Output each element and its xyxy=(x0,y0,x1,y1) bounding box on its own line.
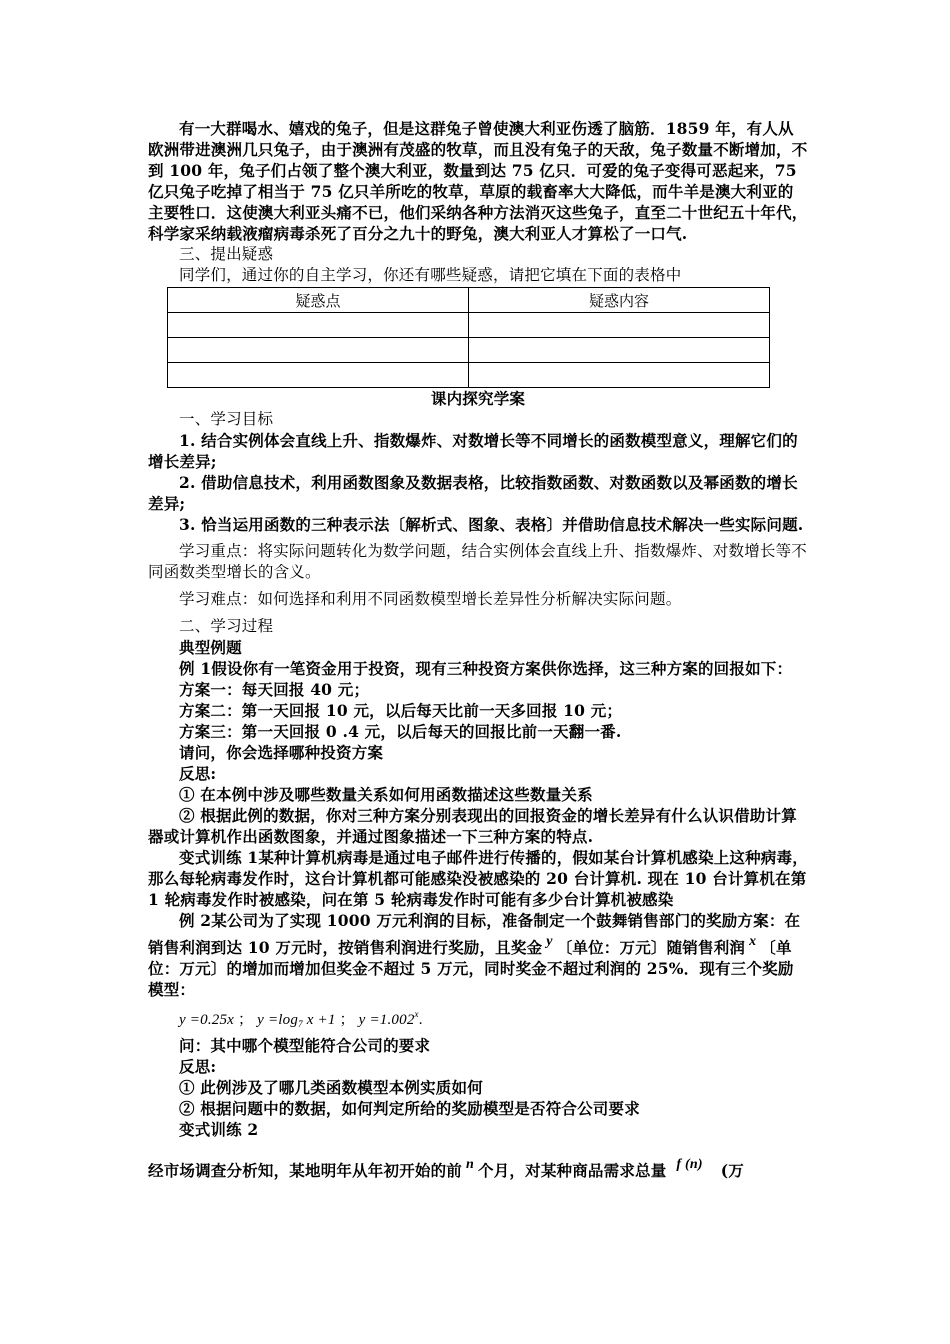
model-2-base: y =log xyxy=(257,1012,299,1028)
model-end: . xyxy=(418,1012,423,1028)
example-2-text: 〔单位：万元〕随销售利润 xyxy=(556,938,746,957)
variant-2-label: 变式训练 2 xyxy=(179,1120,259,1139)
table-cell[interactable] xyxy=(469,338,770,363)
reward-models xyxy=(148,1004,808,1035)
table-row xyxy=(168,313,770,338)
table-header-row xyxy=(168,288,770,313)
reflect-item: ① 在本例中涉及哪些数量关系如何用函数描述这些数量关系 xyxy=(179,785,593,804)
model-2 xyxy=(257,1012,335,1028)
doubt-table xyxy=(167,287,770,388)
example-2-text: 某公司为了实现 1000 万元利润的目标，准备制定一个鼓舞销售部门的奖励方案：在销售利润到达 10 万元时，按销售利润进行奖励，且奖金 xyxy=(148,911,801,957)
variant-1-label: 变式训练 1 xyxy=(179,848,259,867)
variable-y: y xyxy=(546,934,553,949)
model-2-log-base: 7 xyxy=(298,1019,303,1029)
model-2-arg: x +1 xyxy=(302,1012,336,1028)
doubt-instruction: 同学们，通过你的自主学习，你还有哪些疑惑，请把它填在下面的表格中 xyxy=(179,266,682,284)
model-3 xyxy=(358,1009,419,1028)
section-title: 课内探究学案 xyxy=(430,389,526,408)
table-header-doubt-content: 疑惑内容 xyxy=(469,288,770,313)
example-1-question: 请问，你会选择哪种投资方案 xyxy=(179,743,384,762)
table-cell[interactable] xyxy=(168,313,469,338)
goal-item-2: 2. 借助信息技术，利用函数图象及数据表格，比较指数函数、对数函数以及幂函数的增长差异; xyxy=(148,473,798,513)
example-1-label: 例 1 xyxy=(179,659,212,678)
example-2-question: 问：其中哪个模型能符合公司的要求 xyxy=(179,1036,431,1055)
example-2-label: 例 2 xyxy=(179,911,212,930)
separator: ； xyxy=(238,1012,254,1028)
reflect-label: 反思: xyxy=(179,764,217,783)
document-page xyxy=(148,118,808,1181)
variant-training-1 xyxy=(148,847,808,910)
variant-2-text-part: 经市场调查分析知，某地明年从年初开始的前 xyxy=(148,1161,463,1180)
table-cell[interactable] xyxy=(469,313,770,338)
variant-2-text-part: (万 xyxy=(720,1161,744,1180)
separator: ； xyxy=(339,1012,355,1028)
model-3-base: y =1.002 xyxy=(358,1012,415,1028)
goal-item-3: 3. 恰当运用函数的三种表示法〔解析式、图象、表格〕并借助信息技术解决一些实际问题. xyxy=(179,515,804,534)
example-1-text: 假设你有一笔资金用于投资，现有三种投资方案供你选择，这三种方案的回报如下： xyxy=(211,659,793,678)
table-header-doubt-point: 疑惑点 xyxy=(168,288,469,313)
plan-2: 方案二：第一天回报 10 元，以后每天比前一天多回报 10 元； xyxy=(179,701,623,720)
variable-n: n xyxy=(466,1157,475,1172)
variant-1-text: 某种计算机病毒是通过电子邮件进行传播的，假如某台计算机感染上这种病毒，那么每轮病毒发作时，这台计算机都可能感染没被感染的 20 台计算机. 现在 10 台计算机在第 1 轮病毒发作时被感染，问在第 5 轮病毒发作时可能有多少台计算机被感染 xyxy=(148,848,808,909)
goals-heading: 一、学习目标 xyxy=(179,410,274,428)
variant-2-text-part: 个月，对某种商品需求总量 xyxy=(478,1161,667,1180)
plan-1: 方案一：每天回报 40 元； xyxy=(179,680,370,699)
reflect-item: ② 根据此例的数据，你对三种方案分别表现出的回报资金的增长差异有什么认识借助计算器或计算机作出函数图象，并通过图象描述一下三种方案的特点. xyxy=(148,806,797,846)
intro-paragraph: 有一大群喝水、嬉戏的兔子，但是这群兔子曾使澳大利亚伤透了脑筋．1859 年，有人从欧洲带进澳洲几只兔子，由于澳洲有茂盛的牧草，而且没有兔子的天敌，兔子数量不断增加，不到 100 年，兔子们占领了整个澳大利亚，数量到达 75 亿只．可爱的兔子变得可恶起来，75 亿只兔子吃掉了相当于 75 亿只羊所吃的牧草，草原的载畜率大大降低，而牛羊是澳大利亚的主要牲口．这使澳大利亚头痛不已，他们采纳各种方法消灭这些兔子，直至二十世纪五十年代，科学家采纳载液瘤病毒杀死了百分之九十的野兔，澳大利亚人才算松了一口气. xyxy=(148,119,808,243)
process-heading: 二、学习过程 xyxy=(179,617,274,635)
typical-examples-heading: 典型例题 xyxy=(179,638,242,657)
table-cell[interactable] xyxy=(168,338,469,363)
reflect-item: ② 根据问题中的数据，如何判定所给的奖励模型是否符合公司要求 xyxy=(179,1099,640,1118)
goal-item-1: 1. 结合实例体会直线上升、指数爆炸、对数增长等不同增长的函数模型意义，理解它们的增长差异; xyxy=(148,431,798,471)
key-point: 学习重点：将实际问题转化为数学问题，结合实例体会直线上升、指数爆炸、对数增长等不同函数类型增长的含义。 xyxy=(148,542,808,581)
table-row xyxy=(168,363,770,388)
example-1 xyxy=(148,658,808,679)
table-row xyxy=(168,338,770,363)
variable-x: x xyxy=(749,934,757,949)
function-f-n: f (n) xyxy=(676,1157,703,1172)
example-2 xyxy=(148,910,808,1000)
model-1: y =0.25x xyxy=(179,1012,235,1028)
reflect-item: ① 此例涉及了哪几类函数模型本例实质如何 xyxy=(179,1078,483,1097)
variant-2-text xyxy=(148,1154,808,1181)
model-3-exponent: x xyxy=(414,1009,419,1019)
difficulty: 学习难点：如何选择和利用不同函数模型增长差异性分析解决实际问题。 xyxy=(179,590,682,608)
table-cell[interactable] xyxy=(168,363,469,388)
doubt-heading: 三、提出疑惑 xyxy=(179,245,274,263)
reflect-label: 反思: xyxy=(179,1057,217,1076)
example-2-text: 〔单位：万元〕的增加而增加但奖金不超过 5 万元，同时奖金不超过利润的 25%．现有三个奖励模型： xyxy=(148,938,794,999)
plan-3: 方案三：第一天回报 0 .4 元，以后每天的回报比前一天翻一番. xyxy=(179,722,622,741)
table-cell[interactable] xyxy=(469,363,770,388)
